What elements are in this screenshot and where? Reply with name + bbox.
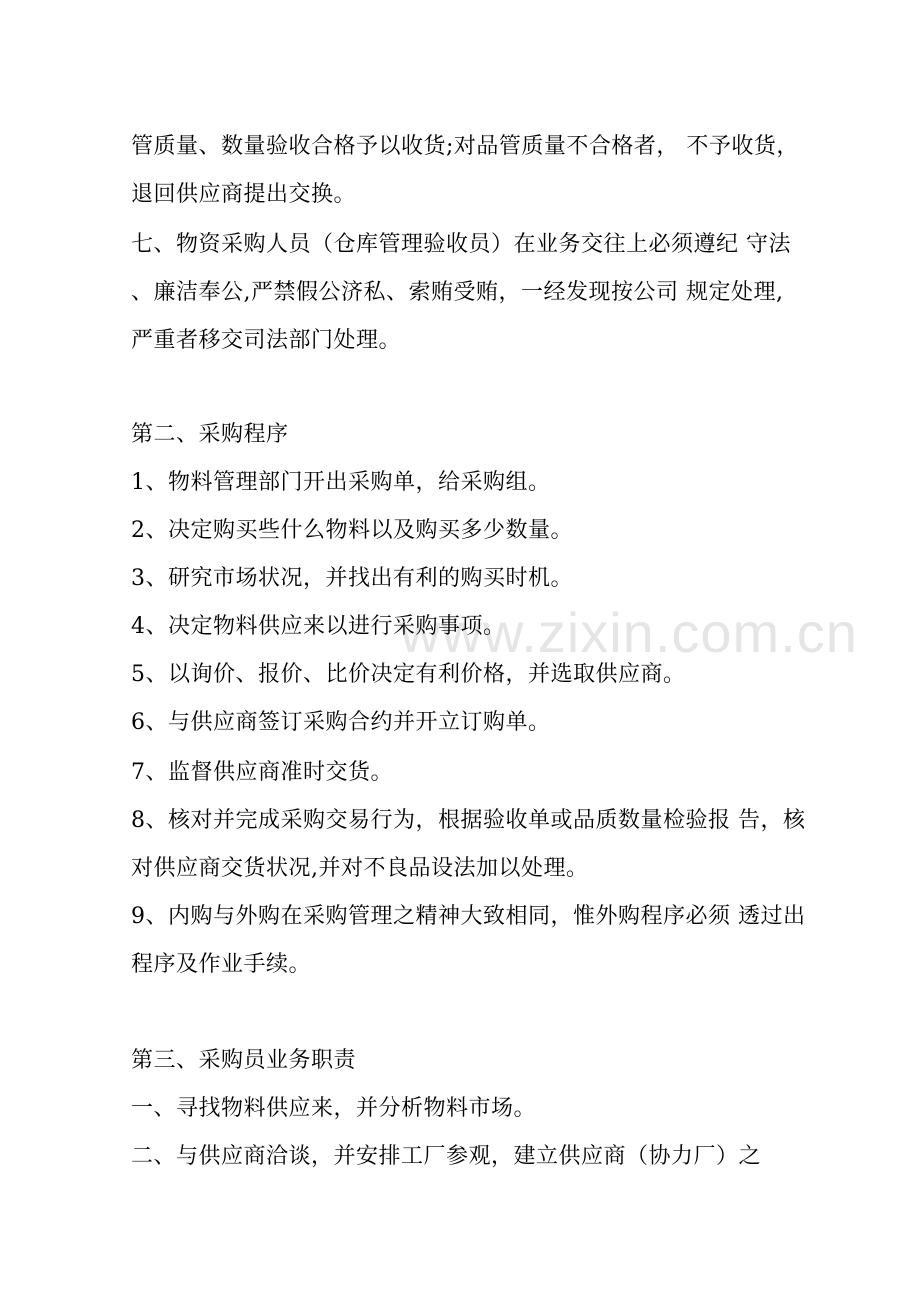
list-item-continuation: 程序及作业手续。 [131, 952, 312, 977]
paragraph-line: 严重者移交司法部门处理。 [131, 328, 402, 353]
section-heading: 第三、采购员业务职责 [131, 1048, 357, 1073]
watermark: www.zixin.com.cn [400, 601, 858, 664]
list-item-continuation: 对供应商交货状况,并对不良品设法加以处理。 [131, 856, 589, 881]
list-item: 5、以询价、报价、比价决定有利价格，并选取供应商。 [131, 662, 686, 687]
paragraph-line: 七、物资采购人员（仓库管理验收员）在业务交往上必须遵纪 守法 [131, 232, 791, 257]
paragraph-line: 退回供应商提出交换。 [131, 182, 357, 207]
list-item: 1、物料管理部门开出采购单，给采购组。 [131, 470, 551, 495]
list-item: 6、与供应商签订采购合约并开立订购单。 [131, 710, 551, 735]
list-item: 一、寻找物料供应来，并分析物料市场。 [131, 1096, 537, 1121]
paragraph-line: 、廉洁奉公,严禁假公济私、索贿受贿，一经发现按公司 规定处理, [131, 280, 784, 305]
list-item: 4、决定物料供应来以进行采购事项。 [131, 614, 506, 639]
section-heading: 第二、采购程序 [131, 422, 289, 447]
paragraph-line: 管质量、数量验收合格予以收货;对品管质量不合格者， 不予收货， [131, 134, 799, 159]
list-item: 3、研究市场状况，并找出有利的购买时机。 [131, 566, 573, 591]
list-item: 2、决定购买些什么物料以及购买多少数量。 [131, 518, 573, 543]
list-item: 9、内购与外购在采购管理之精神大致相同，惟外购程序必须 透过出 [131, 904, 806, 929]
list-item: 7、监督供应商准时交货。 [131, 760, 393, 785]
list-item: 8、核对并完成采购交易行为，根据验收单或品质数量检验报 告，核 [131, 808, 806, 833]
list-item: 二、与供应商洽谈，并安排工厂参观，建立供应商（协力厂）之 [131, 1144, 762, 1169]
